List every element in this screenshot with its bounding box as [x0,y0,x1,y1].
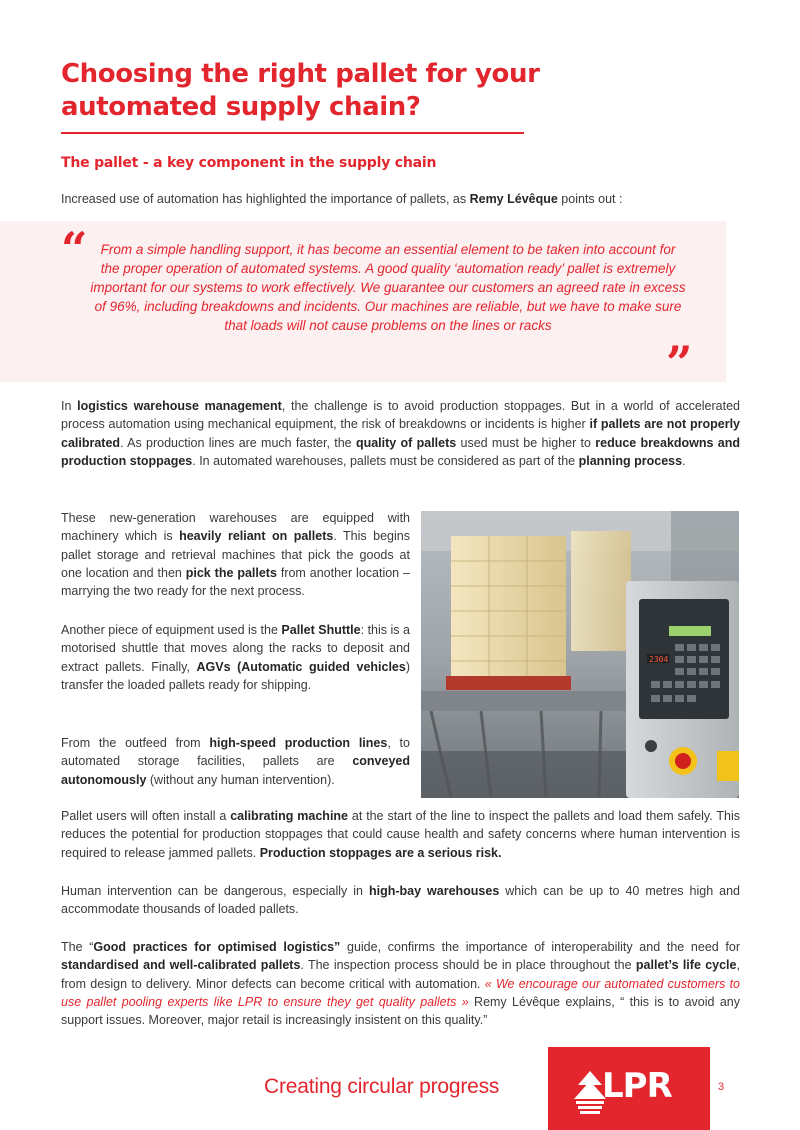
page-number: 3 [718,1081,725,1093]
intro-text: Increased use of automation has highlighted the importance of pallets, as [61,192,470,206]
red-quote-run: « We encourage our automated customers to use pallet pooling experts like LPR to ensure they get quality pallets » [61,976,740,1009]
paragraph-outfeed [61,734,410,789]
close-quote-icon: ” [666,336,693,390]
text-run: Human intervention can be dangerous, especially in [61,884,369,898]
paragraph-human-intervention [61,882,740,919]
text-run: from another location – marrying the two ready for the next process. [61,565,410,599]
intro-person-name: Remy Lévêque [469,192,558,206]
text-run: , to automated storage facilities, pallets are [61,736,410,769]
paragraph-pallet-shuttle [61,621,410,694]
quote-text: From a simple handling support, it has become an essential element to be taken into account for the proper operation of automated systems. A good quality ‘automation ready’ pallet is extremely important for our systems to work effectively. We guarantee our customers an agreed rate in excess of 96%, including breakdowns and incidents. Our machines are reliable, but we have to make sure that loads will not cause problems on the lines or racks [90,242,686,333]
text-run: Pallet users will often install a [61,809,231,823]
text-run: Remy Lévêque explains, “ this is to avoid any support issues. Moreover, major retail is increasingly insistent on this quality.” [61,994,740,1028]
text-run: : this is a motorised shuttle that moves along the racks to deposit and extract pallets. Finally, [61,623,410,674]
bold-run: Good practices for optimised logistics” [93,940,341,954]
text-run: which can be up to 40 metres high and accommodate thousands of loaded pallets. [61,884,740,917]
page-title: Choosing the right pallet for your automated supply chain? [61,59,540,122]
bold-run: conveyed autonomously [61,754,410,787]
text-run: guide, confirms the importance of interoperability and the need for [340,940,740,954]
text-run: . As production lines are much faster, the [120,435,356,450]
bold-run: pallet’s life cycle [635,958,737,973]
text-run: ) transfer the loaded pallets ready for shipping. [61,659,411,692]
paragraph-calibrating [61,807,740,862]
bold-run: pick the pallets [185,565,277,580]
bold-run: AGVs (Automatic guided vehicles [196,659,406,674]
section-subheading: The pallet - a key component in the supply chain [61,155,437,171]
bold-run: Pallet Shuttle [281,623,361,637]
bold-run: quality of pallets [355,435,457,450]
text-run: , from design to delivery. Minor defects can become critical with automation. [61,958,740,991]
open-quote-icon: “ [61,222,88,276]
warehouse-illustration [421,511,739,798]
text-run: . In automated warehouses, pallets must be considered as part of the [192,453,579,468]
text-run: These new-generation warehouses are equipped with machinery which is [61,511,410,544]
panel-display-readout: 2304 [649,655,669,664]
bold-run: high-speed production lines [209,736,388,750]
intro-paragraph [61,192,751,206]
lpr-logo-text: LPR [602,1066,672,1106]
text-run: . The inspection process should be in place throughout the [300,958,636,973]
bold-run: heavily reliant on pallets [179,529,334,544]
bold-run: standardised and well-calibrated pallets [61,958,301,973]
text-run: (without any human intervention). [146,772,335,787]
bold-run: planning process [578,453,683,468]
bold-run: high-bay warehouses [368,884,500,898]
bold-run: logistics warehouse management [77,399,282,413]
footer-tagline: Creating circular progress [264,1075,500,1098]
bold-run: if pallets are not properly calibrated [61,417,741,450]
title-underline [61,132,524,134]
text-run: used must be higher to [456,435,596,450]
text-run: at the start of the line to inspect the pallets and load them safely. This reduces the potential for production stoppages that could cause health and safety concerns where human intervention is required to release jammed pallets. [61,809,741,860]
text-run: . [682,453,686,468]
bold-run: calibrating machine [230,809,349,823]
text-run: From the outfeed from [61,736,210,750]
text-run: . This begins pallet storage and retrieval machines that pick the goods at one location and then [61,529,410,580]
warehouse-conveyor-photo [421,511,739,798]
text-run: In [61,399,78,413]
intro-text-end: points out : [557,192,623,206]
bold-run: Production stoppages are a serious risk. [259,845,502,860]
text-run: , the challenge is to avoid production stoppages. But in a world of accelerated process automation using mechanical equipment, the risk of breakdowns or incidents is higher [61,399,741,432]
text-run: The “ [61,940,94,954]
paragraph-logistics [61,397,740,470]
paragraph-good-practices [61,938,740,1029]
paragraph-warehouses [61,509,410,600]
text-run: Another piece of equipment used is the [61,623,282,637]
bold-run: reduce breakdowns and production stoppages [61,435,741,468]
